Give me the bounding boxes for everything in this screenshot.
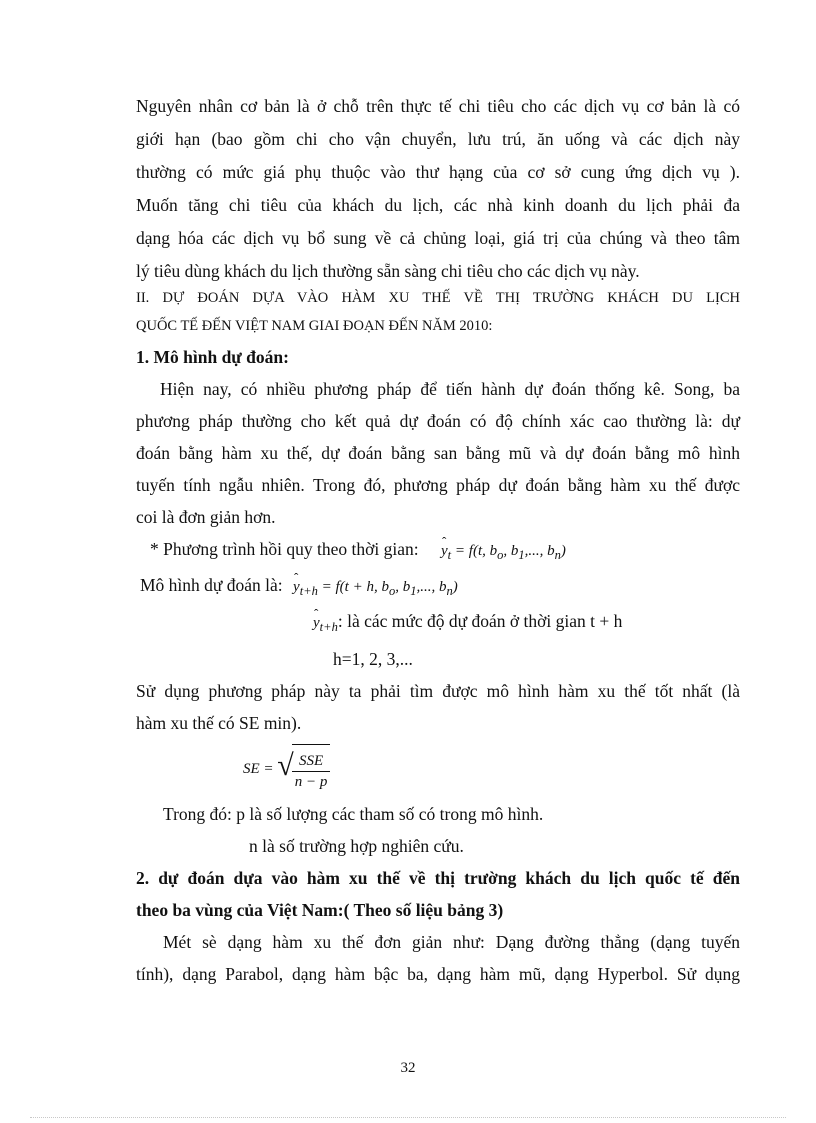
regression-equation-label: * Phương trình hồi quy theo thời gian: bbox=[150, 539, 419, 559]
regression-equation bbox=[150, 538, 566, 566]
se-denominator: n − p bbox=[294, 774, 328, 791]
subheading-2-line-1: 2. dự đoán dựa vào hàm xu thế về thị trường khách du lịch quốc tế đến bbox=[136, 868, 740, 888]
paragraph-2-line-4: tuyến tính ngẫu nhiên. Trong đó, phương pháp dự đoán bằng hàm xu thế được bbox=[136, 475, 740, 495]
paragraph-1-line-6: lý tiêu dùng khách du lịch thường sẵn sàng chi tiêu cho các dịch vụ này. bbox=[136, 261, 640, 281]
section-2-heading-line-2: QUỐC TẾ ĐẾN VIỆT NAM GIAI ĐOẠN ĐẾN NĂM 2010: bbox=[136, 318, 493, 334]
se-numerator: SSE bbox=[292, 751, 331, 772]
forecast-symbol: ˆ $y_{t+h}$ bbox=[313, 615, 338, 631]
paragraph-1-line-1: Nguyên nhân cơ bản là ở chỗ trên thực tế chi tiêu cho các dịch vụ cơ bản là có bbox=[136, 96, 740, 116]
page-bottom-divider bbox=[30, 1117, 786, 1118]
forecast-formula: ˆ $y_{t+h} = f(t + h$, $b_o$, $b_1$,..., $b_n$) bbox=[293, 579, 458, 595]
subheading-1: 1. Mô hình dự đoán: bbox=[136, 347, 289, 367]
paragraph-2-line-1: Hiện nay, có nhiều phương pháp để tiến hành dự đoán thống kê. Song, ba bbox=[160, 379, 740, 399]
forecast-description-text: : là các mức độ dự đoán ở thời gian t + h bbox=[337, 611, 623, 631]
se-lhs: SE = bbox=[243, 760, 274, 777]
paragraph-3-line-2: hàm xu thế có SE min). bbox=[136, 713, 302, 733]
paragraph-2-line-3: đoán bằng hàm xu thế, dự đoán bằng san bằng mũ và dự đoán bằng mô hình bbox=[136, 443, 740, 463]
se-formula bbox=[243, 744, 330, 792]
subheading-2-line-2: theo ba vùng của Việt Nam:( Theo số liệu bảng 3) bbox=[136, 900, 504, 920]
section-2-heading-line-1: II. DỰ ĐOÁN DỰA VÀO HÀM XU THẾ VỀ THỊ TRƯỜNG KHÁCH DU LỊCH bbox=[136, 290, 740, 306]
where-clause-n: n là số trường hợp nghiên cứu. bbox=[249, 836, 464, 856]
h-values: h=1, 2, 3,... bbox=[333, 649, 413, 669]
paragraph-4-line-1: Mét sè dạng hàm xu thế đơn giản như: Dạng đường thẳng (dạng tuyến bbox=[163, 932, 740, 952]
paragraph-1-line-4: Muốn tăng chi tiêu của khách du lịch, các nhà kinh doanh du lịch phải đa bbox=[136, 195, 740, 215]
paragraph-2-line-5: coi là đơn giản hơn. bbox=[136, 507, 276, 527]
forecast-description bbox=[313, 610, 622, 638]
paragraph-3-line-1: Sử dụng phương pháp này ta phải tìm được mô hình hàm xu thế tốt nhất (là bbox=[136, 681, 740, 701]
paragraph-1-line-2: giới hạn (bao gồm chi cho vận chuyển, lưu trú, ăn uống và các dịch này bbox=[136, 129, 740, 149]
square-root: √ $\frac{\text{SSE}}{n - p}$ bbox=[277, 744, 330, 795]
page-number: 32 bbox=[400, 1060, 416, 1076]
regression-formula: ˆ $y_t = f(t$, $b_o$, $b_1$,..., $b_n$) bbox=[441, 543, 566, 559]
paragraph-4-line-2: tính), dạng Parabol, dạng hàm bậc ba, dạng hàm mũ, dạng Hyperbol. Sử dụng bbox=[136, 964, 740, 984]
where-clause-p: Trong đó: p là số lượng các tham số có trong mô hình. bbox=[163, 804, 544, 824]
paragraph-1-line-5: dạng hóa các dịch vụ bổ sung về cả chủng loại, giá trị của chúng và theo tâm bbox=[136, 228, 740, 248]
paragraph-1-line-3: thường có mức giá phụ thuộc vào thư hạng của cơ sở cung ứng dịch vụ ). bbox=[136, 162, 740, 182]
paragraph-2-line-2: phương pháp thường cho kết quả dự đoán có độ chính xác cao thường là: dự bbox=[136, 411, 740, 431]
forecast-model bbox=[140, 574, 458, 602]
forecast-model-label: Mô hình dự đoán là: bbox=[140, 575, 283, 595]
